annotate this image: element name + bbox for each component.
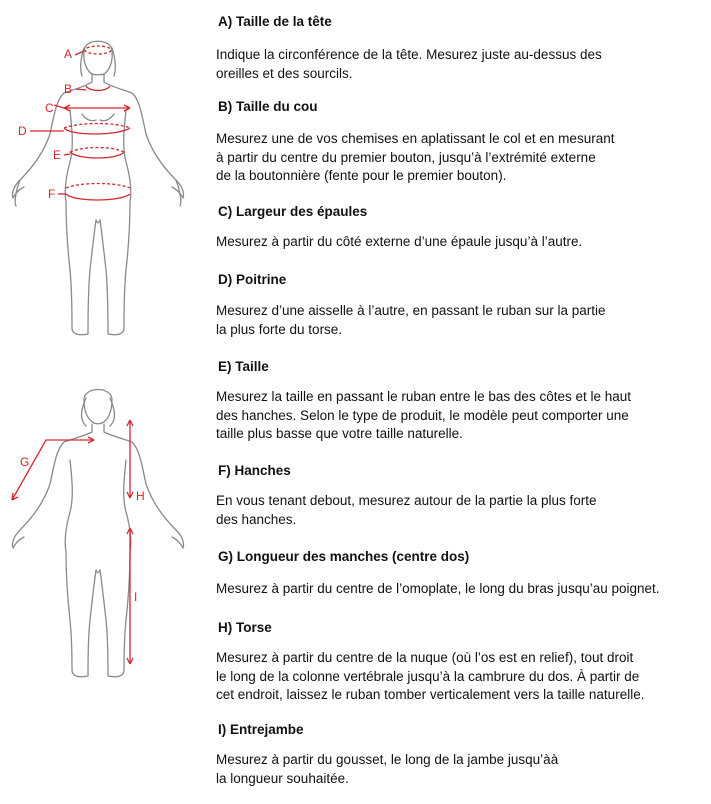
label-a: A <box>64 47 73 61</box>
section-body-hips: En vous tenant debout, mesurez autour de la partie la plus forte des hanches. <box>216 493 597 527</box>
label-d: D <box>18 124 27 138</box>
front-labels <box>18 47 72 201</box>
section-title-waist: E) Taille <box>218 359 269 374</box>
section-body-inseam: Mesurez à partir du gousset, le long de la jambe jusqu’àà la longueur souhaitée. <box>216 752 559 786</box>
section-body-shoulders: Mesurez à partir du côté externe d’une épaule jusqu’à l’autre. <box>216 234 583 249</box>
front-body-outline <box>12 41 183 335</box>
section-body-torso: Mesurez à partir du centre de la nuque (où l’os est en relief), tout droit le long de la colonne vertébrale jusqu’à la cambrure du dos. À partir de cet endroit, laissez le ruban tomber verticalement vers la taille naturelle. <box>216 650 645 702</box>
section-body-sleeve: Mesurez à partir du centre de l’omoplate, le long du bras jusqu’au poignet. <box>216 581 660 596</box>
section-title-sleeve: G) Longueur des manches (centre dos) <box>218 549 470 564</box>
back-measurements <box>12 420 133 664</box>
section-title-torso: H) Torse <box>218 620 272 635</box>
section-body-waist: Mesurez la taille en passant le ruban entre le bas des côtes et le haut des hanches. Selon le type de produit, le modèle peut comporter une taille plus basse que votre taille naturelle. <box>216 389 631 441</box>
label-h: H <box>136 489 145 503</box>
section-title-chest: D) Poitrine <box>218 272 287 287</box>
label-i: I <box>134 590 138 604</box>
label-f: F <box>48 187 56 201</box>
label-g: G <box>20 455 30 469</box>
label-e: E <box>53 148 62 162</box>
front-body-figure <box>0 30 200 350</box>
label-c: C <box>45 101 54 115</box>
back-body-figure <box>0 378 200 678</box>
section-body-head: Indique la circonférence de la tête. Mesurez juste au-dessus des oreilles et des sourcils. <box>216 47 602 81</box>
section-title-hips: F) Hanches <box>218 463 291 478</box>
section-title-inseam: I) Entrejambe <box>218 722 304 737</box>
section-title-head: A) Taille de la tête <box>218 14 332 29</box>
back-labels <box>20 455 145 604</box>
section-title-shoulders: C) Largeur des épaules <box>218 204 368 219</box>
label-b: B <box>64 82 73 96</box>
section-body-neck: Mesurez une de vos chemises en aplatissant le col et en mesurant à partir du centre du premier bouton, jusqu’à l’extrémité externe de la boutonnière (fente pour le premier bouton). <box>216 131 615 183</box>
back-body-outline <box>12 390 183 677</box>
section-title-neck: B) Taille du cou <box>218 99 318 114</box>
section-body-chest: Mesurez d’une aisselle à l’autre, en passant le ruban sur la partie la plus forte du torse. <box>216 303 606 337</box>
